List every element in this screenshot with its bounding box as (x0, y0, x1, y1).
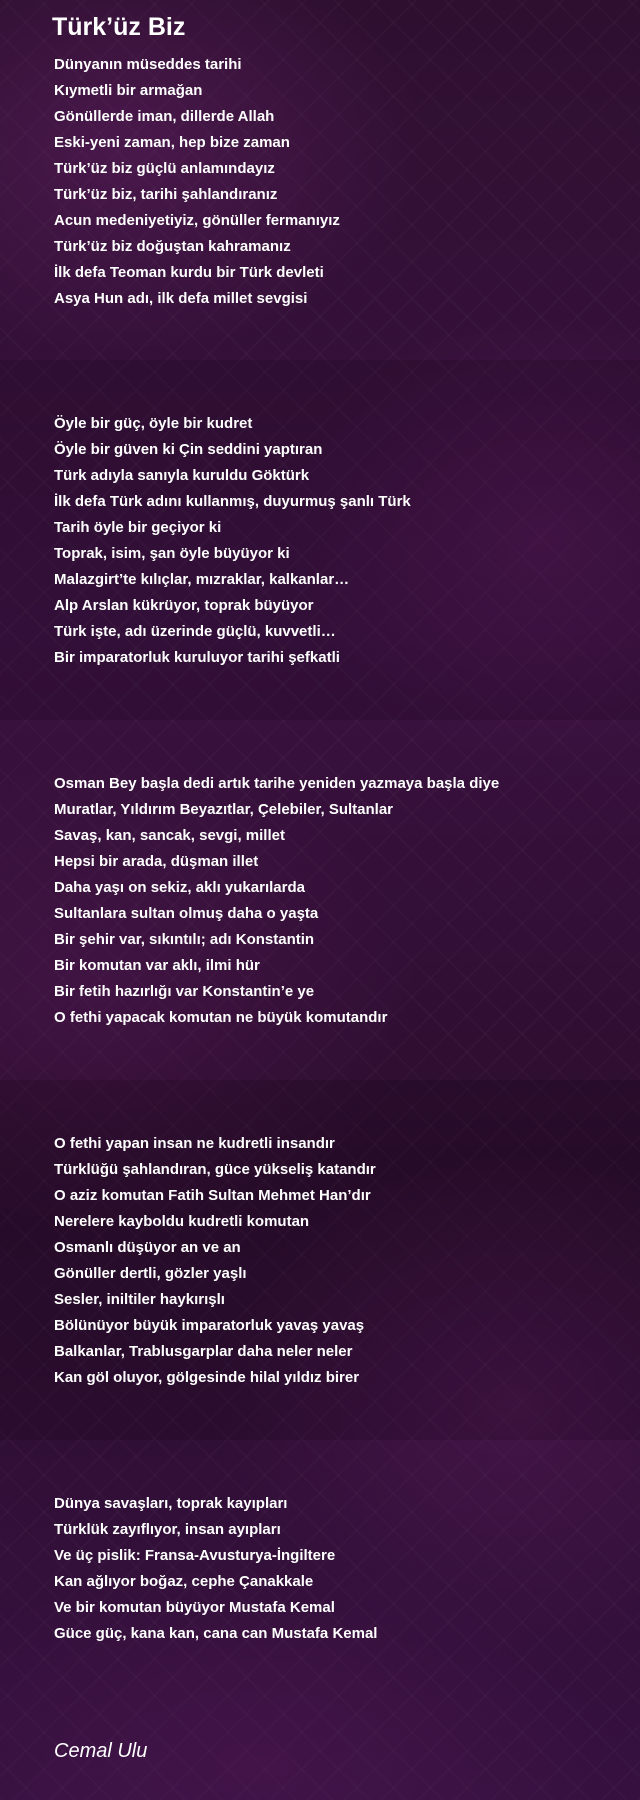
poem-line: O aziz komutan Fatih Sultan Mehmet Han’dır (54, 1187, 371, 1204)
poem-line: Daha yaşı on sekiz, aklı yukarılarda (54, 879, 305, 896)
poem-line: Savaş, kan, sancak, sevgi, millet (54, 827, 285, 844)
poem-line: İlk defa Teoman kurdu bir Türk devleti (54, 264, 324, 281)
stanza-2 (54, 411, 411, 671)
poem-line: Bir şehir var, sıkıntılı; adı Konstantin (54, 931, 315, 948)
author-name: Cemal Ulu (54, 1740, 148, 1762)
poem-line: Osman Bey başla dedi artık tarihe yeniden yazmaya başla diye (54, 775, 500, 792)
poem-title: Türk’üz Biz (52, 13, 186, 41)
poem-line: Ve bir komutan büyüyor Mustafa Kemal (54, 1599, 335, 1616)
poem-line: Dünyanın müseddes tarihi (54, 56, 242, 73)
poem-line: Güce güç, kana kan, cana can Mustafa Kemal (54, 1625, 378, 1642)
poem-line: Türk’üz biz, tarihi şahlandıranız (54, 186, 278, 203)
poem-line: Öyle bir güç, öyle bir kudret (54, 415, 253, 432)
poem-line: O fethi yapacak komutan ne büyük komutandır (54, 1009, 388, 1026)
poem-line: Türk adıyla sanıyla kuruldu Göktürk (54, 467, 310, 484)
poem-line: Türk’üz biz güçlü anlamındayız (54, 160, 275, 177)
poem-line: Kıymetli bir armağan (54, 82, 203, 99)
poem-line: Eski-yeni zaman, hep bize zaman (54, 134, 290, 151)
poem-line: Kan göl oluyor, gölgesinde hilal yıldız birer (54, 1369, 360, 1386)
poem-line: Ve üç pislik: Fransa-Avusturya-İngiltere (54, 1547, 336, 1564)
poem-line: Muratlar, Yıldırım Beyazıtlar, Çelebiler, Sultanlar (54, 801, 394, 818)
poem-line: Gönüllerde iman, dillerde Allah (54, 108, 275, 125)
poem-line: Bölünüyor büyük imparatorluk yavaş yavaş (54, 1317, 365, 1334)
stanza-4 (54, 1131, 376, 1391)
poem-line: Türk’üz biz doğuştan kahramanız (54, 238, 291, 255)
poem-line: Sesler, iniltiler haykırışlı (54, 1291, 225, 1308)
poem-line: Öyle bir güven ki Çin seddini yaptıran (54, 441, 323, 458)
poem-line: Nerelere kayboldu kudretli komutan (54, 1213, 310, 1230)
poem-line: Malazgirt’te kılıçlar, mızraklar, kalkanlar… (54, 571, 350, 588)
poem-line: Sultanlara sultan olmuş daha o yaşta (54, 905, 319, 922)
poem-line: Dünya savaşları, toprak kayıpları (54, 1495, 288, 1512)
stanza-5 (54, 1491, 377, 1647)
poem-line: Toprak, isim, şan öyle büyüyor ki (54, 545, 290, 562)
poem-line: O fethi yapan insan ne kudretli insandır (54, 1135, 335, 1152)
poem-line: Asya Hun adı, ilk defa millet sevgisi (54, 290, 308, 307)
poem-line: Türklüğü şahlandıran, güce yükseliş katandır (54, 1161, 376, 1178)
poem-line: Hepsi bir arada, düşman illet (54, 853, 259, 870)
poem-line: Tarih öyle bir geçiyor ki (54, 519, 222, 536)
poem-line: Acun medeniyetiyiz, gönüller fermanıyız (54, 212, 340, 229)
poem-line: Bir komutan var aklı, ilmi hür (54, 957, 260, 974)
poem-line: Bir fetih hazırlığı var Konstantin’e ye (54, 983, 315, 1000)
poem-line: Türk işte, adı üzerinde güçlü, kuvvetli… (54, 623, 336, 640)
poem-line: Balkanlar, Trablusgarplar daha neler neler (54, 1343, 353, 1360)
poem-line: Kan ağlıyor boğaz, cephe Çanakkale (54, 1573, 314, 1590)
stanza-3 (54, 771, 499, 1031)
poem-line: İlk defa Türk adını kullanmış, duyurmuş şanlı Türk (54, 493, 411, 510)
poem-line: Alp Arslan kükrüyor, toprak büyüyor (54, 597, 314, 614)
poem-line: Osmanlı düşüyor an ve an (54, 1239, 241, 1256)
poem-line: Bir imparatorluk kuruluyor tarihi şefkatli (54, 649, 340, 666)
poem-line: Türklük zayıflıyor, insan ayıpları (54, 1521, 281, 1538)
poem-line: Gönüller dertli, gözler yaşlı (54, 1265, 247, 1282)
stanza-1 (54, 52, 340, 312)
